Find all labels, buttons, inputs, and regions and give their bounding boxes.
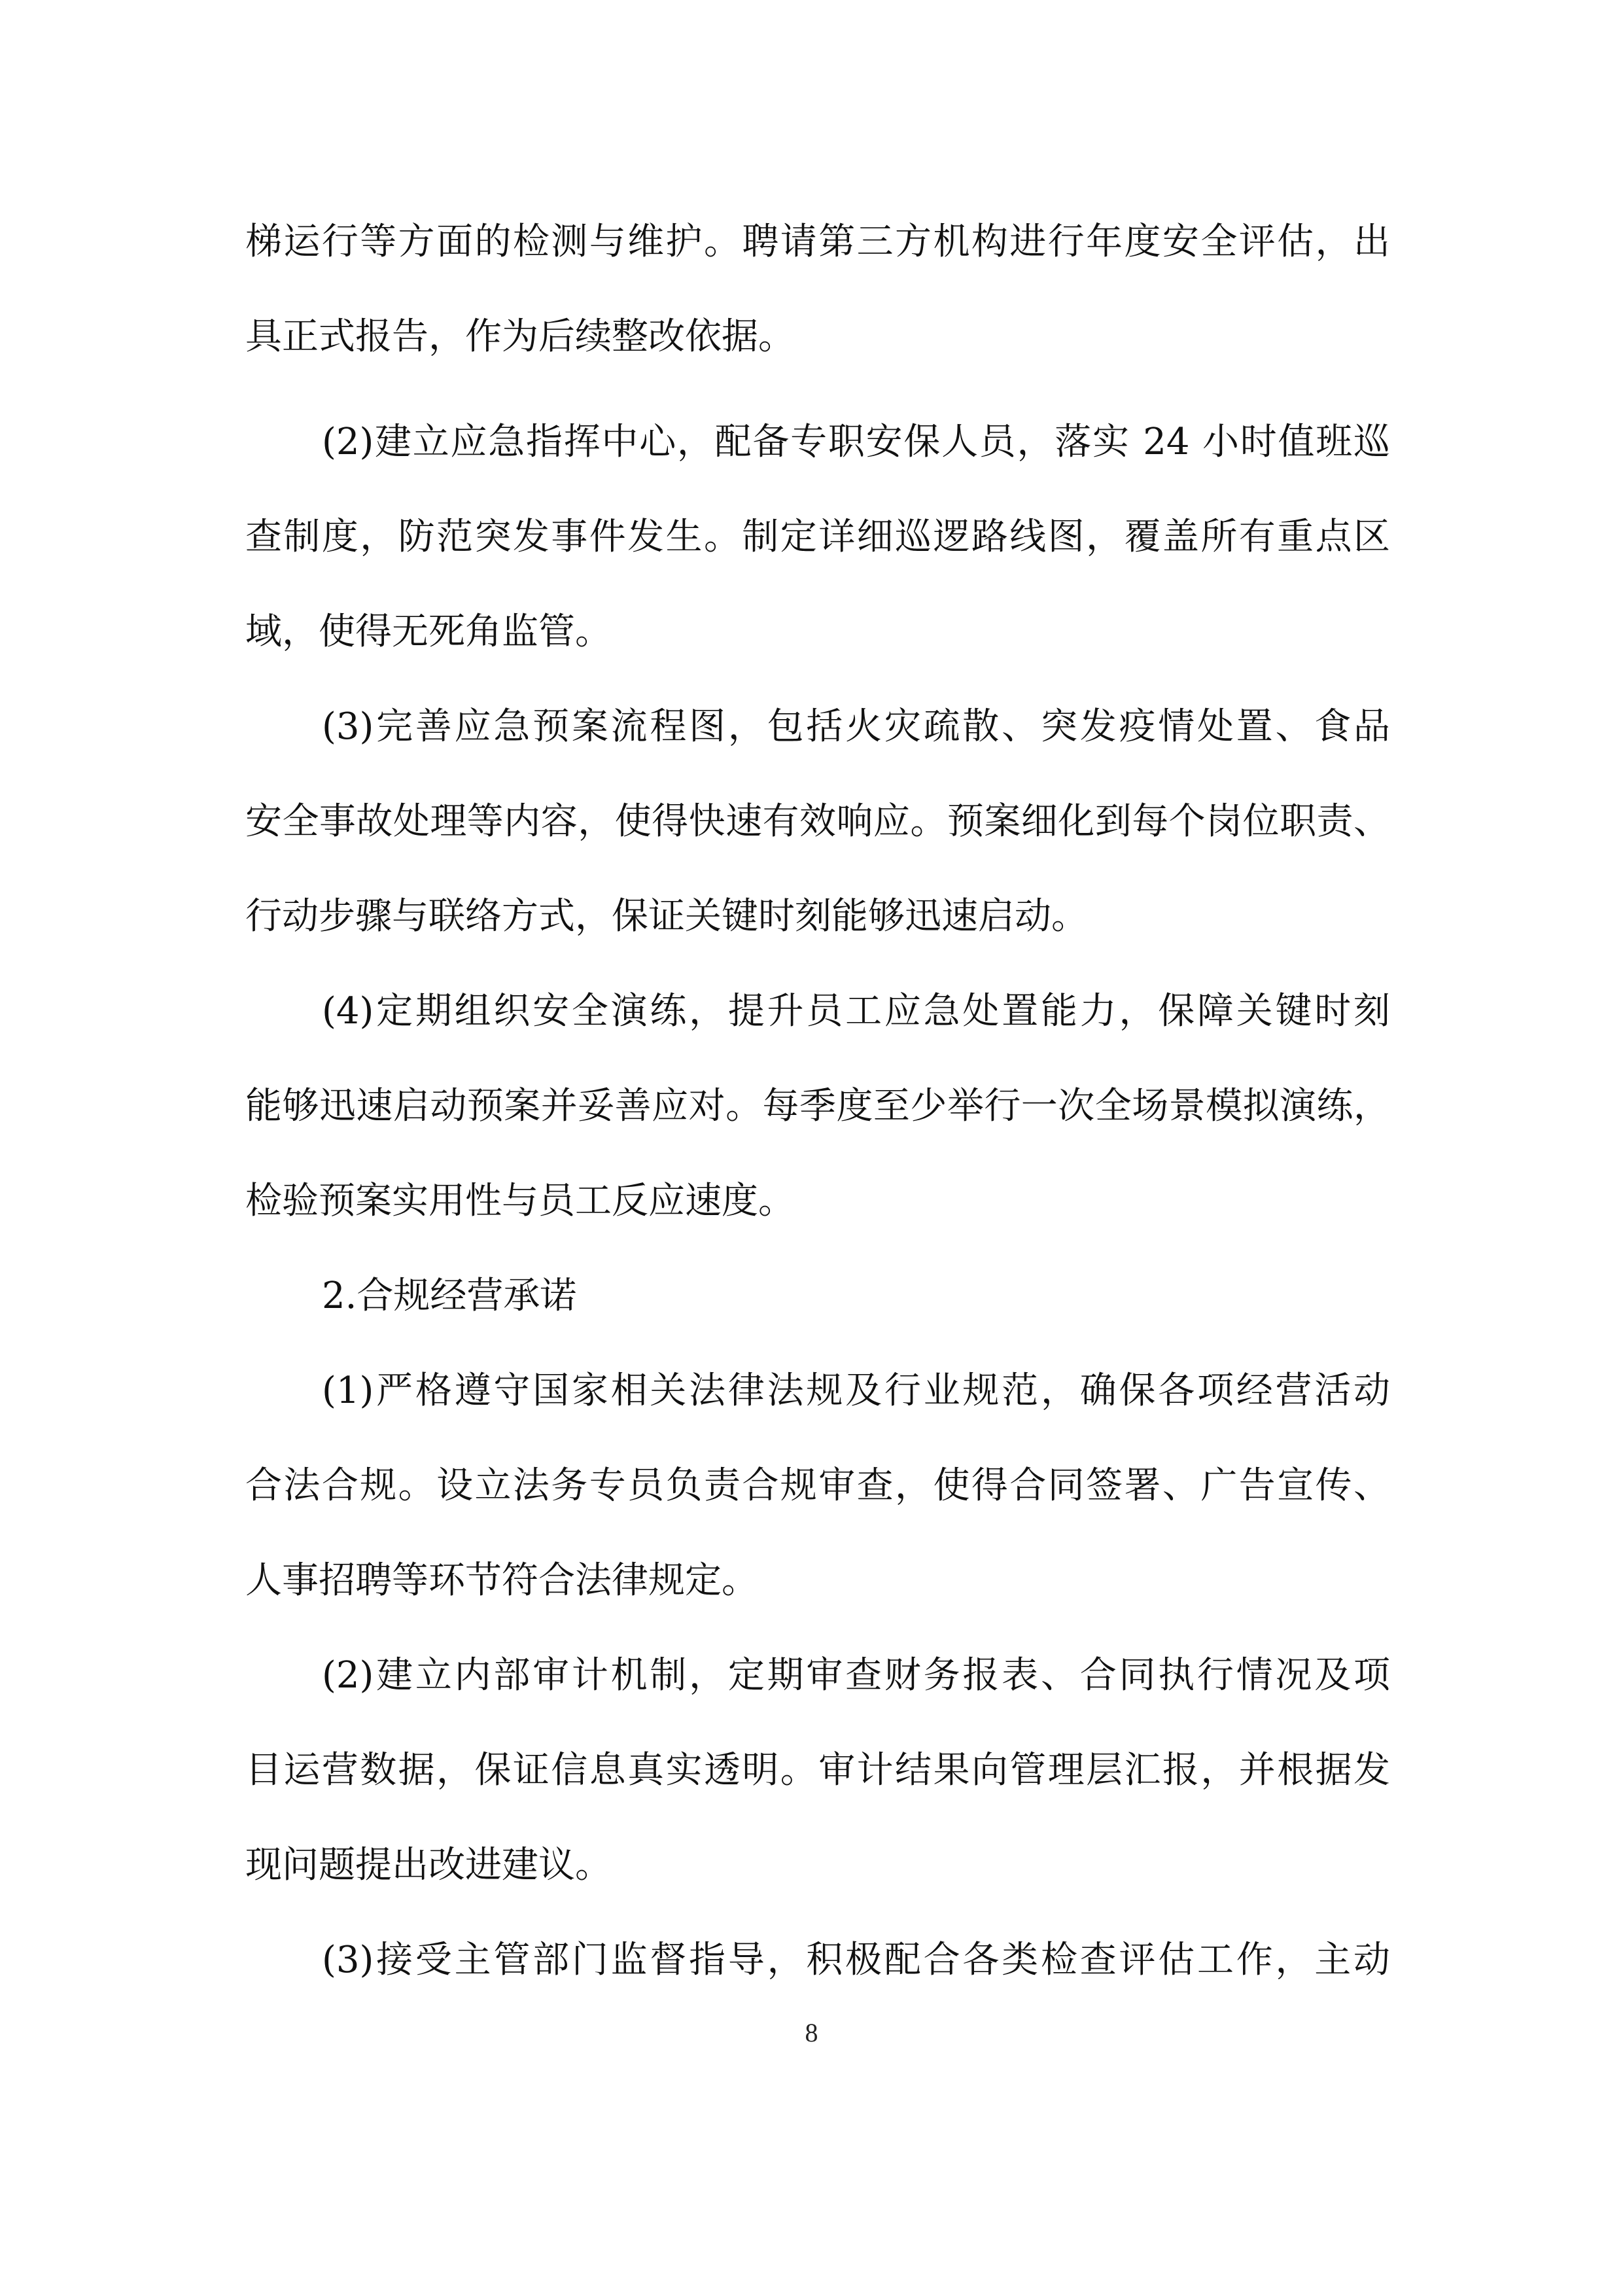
paragraph-line: 查制度，防范突发事件发生。制定详细巡逻路线图，覆盖所有重点区 [245, 516, 1390, 558]
paragraph-line: 域，使得无死角监管。 [245, 610, 612, 653]
section-heading: 2.合规经营承诺 [322, 1275, 577, 1317]
paragraph-line: (4)定期组织安全演练，提升员工应急处置能力，保障关键时刻 [322, 990, 1390, 1033]
paragraph-line: 梯运行等方面的检测与维护。聘请第三方机构进行年度安全评估，出 [245, 221, 1390, 263]
paragraph-line: 具正式报告，作为后续整改依据。 [245, 315, 795, 358]
paragraph-line: 合法合规。设立法务专员负责合规审查，使得合同签署、广告宣传、 [245, 1464, 1390, 1507]
paragraph-line: 人事招聘等环节符合法律规定。 [245, 1559, 758, 1602]
paragraph-line: (1)严格遵守国家相关法律法规及行业规范，确保各项经营活动 [322, 1369, 1390, 1412]
paragraph-line: 安全事故处理等内容，使得快速有效响应。预案细化到每个岗位职责、 [245, 800, 1390, 843]
paragraph-line: 目运营数据，保证信息真实透明。审计结果向管理层汇报，并根据发 [245, 1749, 1390, 1792]
paragraph-line: 现问题提出改进建议。 [245, 1844, 612, 1886]
paragraph-line: 检验预案实用性与员工反应速度。 [245, 1180, 795, 1222]
paragraph-line: (2)建立应急指挥中心，配备专职安保人员，落实 24 小时值班巡 [322, 421, 1390, 463]
paragraph-line: (3)接受主管部门监督指导，积极配合各类检查评估工作，主动 [322, 1939, 1390, 1981]
paragraph-line: (2)建立内部审计机制，定期审查财务报表、合同执行情况及项 [322, 1654, 1390, 1697]
paragraph-line: 行动步骤与联络方式，保证关键时刻能够迅速启动。 [245, 895, 1088, 938]
page-number: 8 [805, 2018, 818, 2047]
paragraph-line: (3)完善应急预案流程图，包括火灾疏散、突发疫情处置、食品 [322, 705, 1390, 748]
paragraph-line: 能够迅速启动预案并妥善应对。每季度至少举行一次全场景模拟演练， [245, 1085, 1390, 1127]
